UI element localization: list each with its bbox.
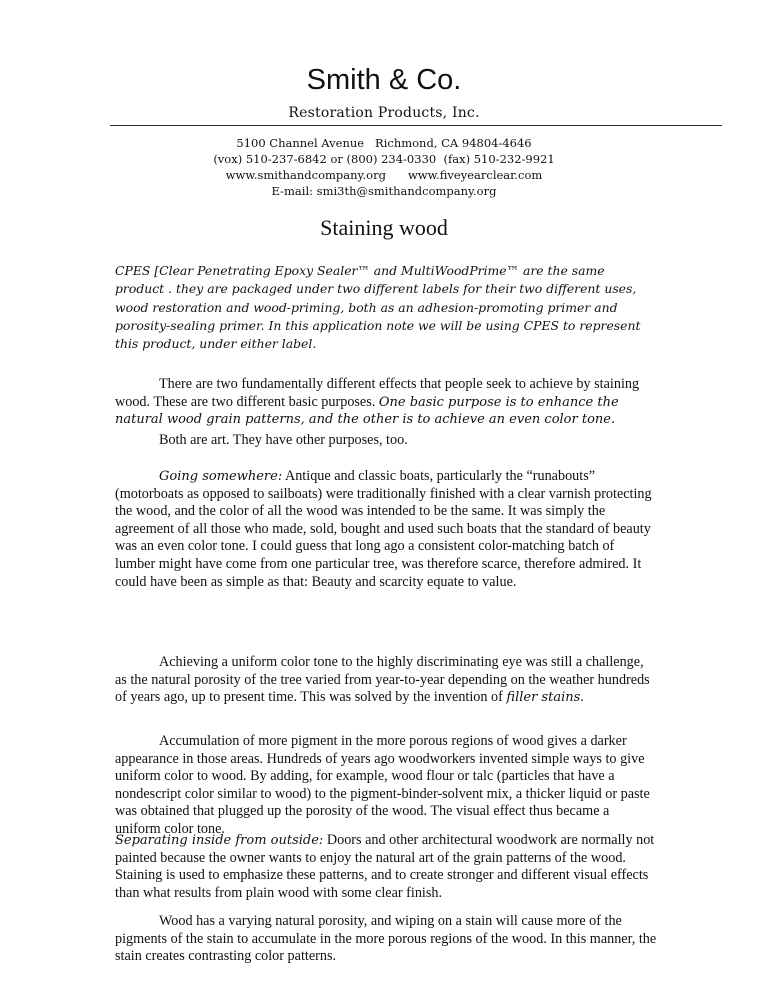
paragraph (115, 832, 657, 902)
paragraph-text: Both are art. They have other purposes, too. (159, 432, 408, 448)
paragraph-text: Achieving a uniform color tone to the highly discriminating eye was still a challenge, as the natural porosity of the tree varied from year-to-year depending on the weather hundreds of years ago, up to present time. This was solved by the invention of (115, 654, 650, 706)
intro-note: CPES [Clear Penetrating Epoxy Sealer™ and MultiWoodPrime™ are the same product . they are packaged under two different labels for their two different uses, wood restoration and wood-priming, both as an adhesion-promoting primer and porosity-sealing primer. In this application note we will be using CPES to represent this product, under either label. (115, 263, 641, 352)
paragraph-text: Antique and classic boats, particularly the “runabouts” (motorboats as opposed to sailboats) were traditionally finished with a clear varnish protecting the wood, and the color of all the wood was intended to be the same. It was simply the agreement of all those who made, sold, bought and used such boats that the standard of beauty was an even color tone. I could guess that long ago a consistent color-matching batch of lumber might have come from one particular tree, was therefore scarce, therefore admired. It could have been as simple as that: Beauty and scarcity equate to value. (115, 468, 652, 590)
paragraph-text: Wood has a varying natural porosity, and wiping on a stain will cause more of the pigments of the stain to accumulate in the more porous regions of the wood. In this manner, the stain creates contrasting color patterns. (115, 913, 657, 965)
website-link-smithandcompany[interactable]: www.smithandcompany.org (225, 168, 386, 182)
section-heading-separating: Separating inside from outside: (115, 833, 324, 848)
paragraph-emphasis: One basic purpose is to enhance the natural wood grain patterns, and the other is to achieve an even color tone. (115, 394, 619, 428)
paragraph-text: Doors and other architectural woodwork are normally not painted because the owner wants to enjoy the natural art of the grain patterns of the wood. Staining is used to emphasize these patterns, and to create stronger and different visual effects than what results from plain wood with some clear finish. (115, 832, 655, 901)
paragraph (115, 376, 657, 429)
section-heading-going-somewhere: Going somewhere: (159, 469, 283, 484)
company-name: Smith & Co. (306, 64, 462, 96)
paragraph-text: Accumulation of more pigment in the more porous regions of wood gives a darker appearance in those areas. Hundreds of years ago woodworkers invented simple ways to give uniform color to wood. By adding, for example, wood flour or talc (particles that have a nondescript color similar to wood) to the pigment-binder-solvent mix, a thicker liquid or paste was obtained that plugged up the porosity of the wood. The visual effect thus became a uniform color tone. (115, 733, 650, 837)
header-divider (110, 125, 722, 126)
paragraph (115, 654, 657, 707)
paragraph-end: . (580, 689, 584, 706)
address-line: 5100 Channel Avenue Richmond, CA 94804-4646 (236, 136, 532, 150)
paragraph (115, 468, 657, 591)
phone-line: (vox) 510-237-6842 or (800) 234-0330 (fax) 510-232-9921 (213, 152, 555, 166)
paragraph-text: There are two fundamentally different effects that people seek to achieve by staining wood. These are two different basic purposes. (115, 376, 640, 410)
websites-line (0, 167, 768, 183)
filler-stains-term: filler stains (506, 690, 581, 706)
website-link-fiveyearclear[interactable]: www.fiveyearclear.com (407, 168, 543, 182)
paragraph (115, 733, 657, 839)
company-subtitle: Restoration Products, Inc. (288, 105, 480, 121)
page-title: Staining wood (320, 215, 448, 240)
paragraph (115, 432, 657, 450)
email-line[interactable]: E-mail: smi3th@smithandcompany.org (271, 184, 497, 198)
paragraph (115, 913, 657, 966)
